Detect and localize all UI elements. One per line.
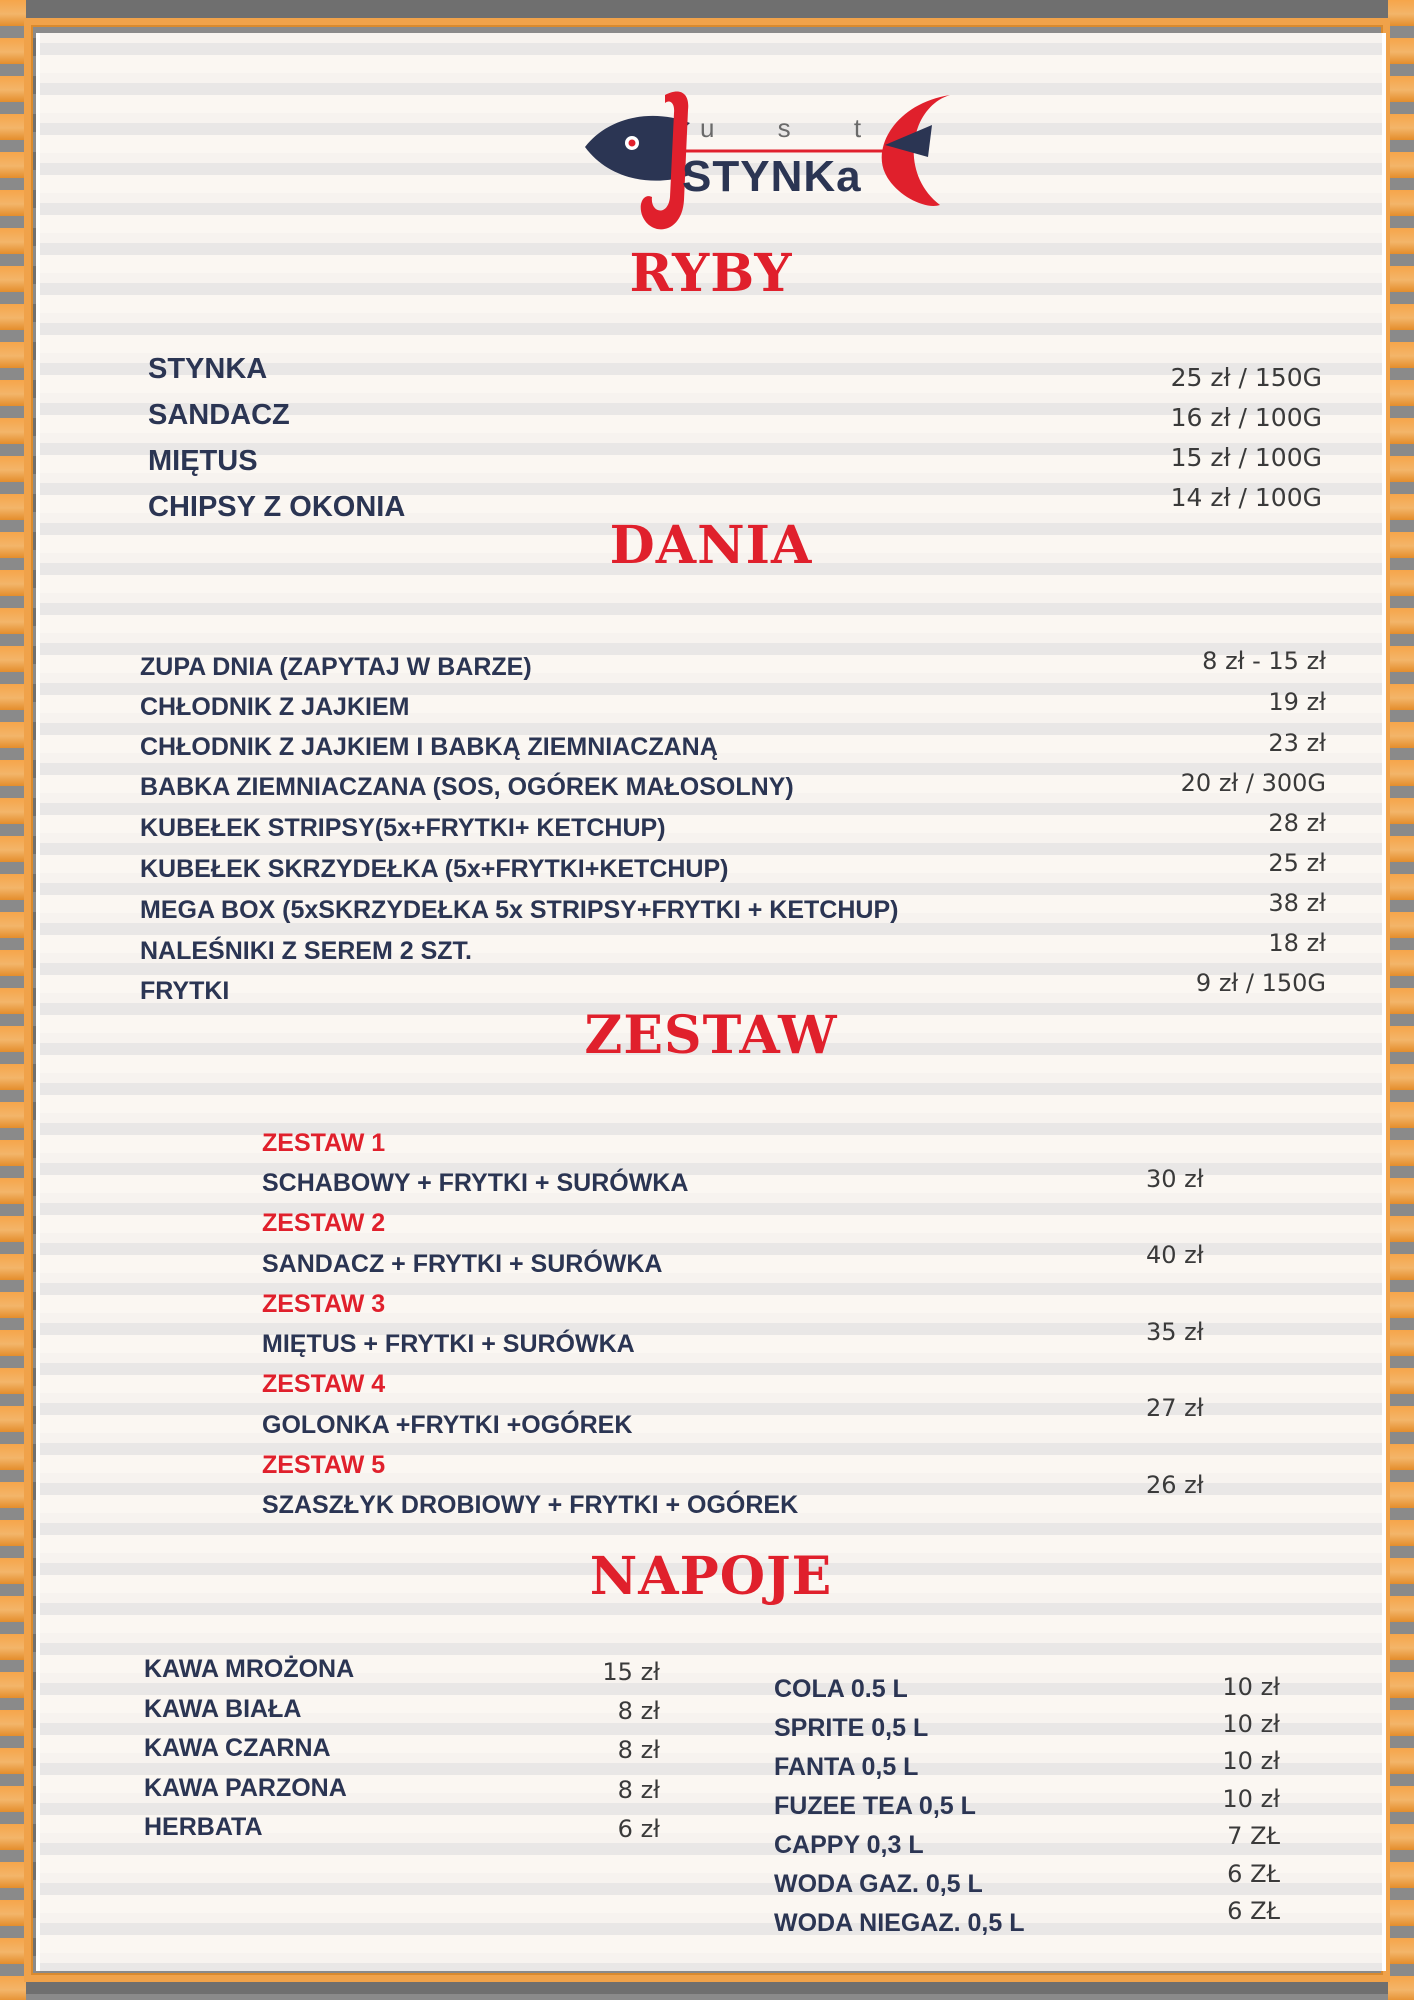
logo-top-letters: u s t (700, 113, 890, 143)
napoje-price: 15 zł (602, 1658, 660, 1686)
napoje-item: WODA NIEGAZ. 0,5 L (774, 1909, 1025, 1937)
dania-price: 8 zł - 15 zł (1202, 647, 1326, 675)
ryby-item: SANDACZ (148, 399, 290, 431)
section-title-ryby: RYBY (629, 243, 793, 304)
section-title-napoje: NAPOJE (589, 1546, 833, 1607)
napoje-price: 6 ZŁ (1227, 1860, 1280, 1888)
dania-price: 9 zł / 150G (1195, 969, 1326, 997)
left-decorative-border (0, 0, 26, 2000)
napoje-price: 10 zł (1222, 1673, 1280, 1701)
ryby-item: STYNKA (148, 353, 268, 385)
dania-price: 20 zł / 300G (1180, 769, 1326, 797)
ryby-price: 15 zł / 100G (1170, 443, 1322, 472)
napoje-item: SPRITE 0,5 L (774, 1714, 929, 1742)
zestaw-label: ZESTAW 4 (262, 1370, 386, 1398)
section-title-dania: DANIA (609, 515, 813, 576)
napoje-price: 8 zł (617, 1736, 660, 1764)
logo-word: STYNKa (682, 152, 862, 201)
dania-item: CHŁODNIK Z JAJKIEM I BABKĄ ZIEMNIACZANĄ (140, 733, 718, 761)
dania-item: KUBEŁEK SKRZYDEŁKA (5x+FRYTKI+KETCHUP) (140, 855, 729, 883)
dania-price: 28 zł (1268, 809, 1326, 837)
dania-item: BABKA ZIEMNIACZANA (SOS, OGÓREK MAŁOSOLNY) (140, 773, 794, 801)
zestaw-price: 30 zł (1146, 1165, 1204, 1193)
ryby-price: 16 zł / 100G (1170, 403, 1322, 432)
napoje-item: KAWA CZARNA (144, 1734, 331, 1762)
menu-page (36, 33, 1386, 1971)
right-decorative-border (1388, 0, 1414, 2000)
dania-price: 19 zł (1268, 688, 1326, 716)
zestaw-label: ZESTAW 1 (262, 1129, 386, 1157)
zestaw-price: 26 zł (1146, 1471, 1204, 1499)
section-title-zestaw: ZESTAW (584, 1005, 838, 1066)
ryby-price: 25 zł / 150G (1170, 363, 1322, 392)
zestaw-label: ZESTAW 2 (262, 1209, 386, 1237)
zestaw-label: ZESTAW 3 (262, 1290, 386, 1318)
ryby-item: CHIPSY Z OKONIA (148, 491, 406, 523)
zestaw-price: 35 zł (1146, 1318, 1204, 1346)
napoje-price: 10 zł (1222, 1710, 1280, 1738)
zestaw-desc: SANDACZ + FRYTKI + SURÓWKA (262, 1250, 663, 1278)
dania-item: FRYTKI (140, 977, 230, 1005)
zestaw-desc: GOLONKA +FRYTKI +OGÓREK (262, 1411, 633, 1439)
zestaw-price: 40 zł (1146, 1241, 1204, 1269)
dania-item: MEGA BOX (5xSKRZYDEŁKA 5x STRIPSY+FRYTKI + KETCHUP) (140, 896, 899, 924)
dania-price: 25 zł (1268, 849, 1326, 877)
zestaw-label: ZESTAW 5 (262, 1451, 386, 1479)
napoje-item: HERBATA (144, 1813, 263, 1841)
dania-item: NALEŚNIKI Z SEREM 2 SZT. (140, 937, 472, 965)
napoje-item: FUZEE TEA 0,5 L (774, 1792, 976, 1820)
fish-logo-icon (580, 85, 980, 245)
napoje-item: KAWA BIAŁA (144, 1695, 302, 1723)
napoje-item: WODA GAZ. 0,5 L (774, 1870, 983, 1898)
napoje-price: 7 ZŁ (1227, 1822, 1280, 1850)
ryby-item: MIĘTUS (148, 445, 258, 477)
dania-item: KUBEŁEK STRIPSY(5x+FRYTKI+ KETCHUP) (140, 814, 666, 842)
napoje-item: KAWA PARZONA (144, 1774, 347, 1802)
napoje-price: 8 zł (617, 1697, 660, 1725)
zestaw-desc: SCHABOWY + FRYTKI + SURÓWKA (262, 1169, 689, 1197)
zestaw-desc: MIĘTUS + FRYTKI + SURÓWKA (262, 1330, 635, 1358)
dania-item: CHŁODNIK Z JAJKIEM (140, 693, 410, 721)
dania-price: 38 zł (1268, 889, 1326, 917)
napoje-price: 8 zł (617, 1776, 660, 1804)
napoje-price: 10 zł (1222, 1747, 1280, 1775)
zestaw-desc: SZASZŁYK DROBIOWY + FRYTKI + OGÓREK (262, 1491, 799, 1519)
dania-price: 18 zł (1268, 929, 1326, 957)
napoje-item: COLA 0.5 L (774, 1675, 908, 1703)
zestaw-price: 27 zł (1146, 1394, 1204, 1422)
just-stynka-logo (580, 85, 980, 245)
napoje-price: 10 zł (1222, 1785, 1280, 1813)
dania-price: 23 zł (1268, 729, 1326, 757)
napoje-price: 6 zł (617, 1815, 660, 1843)
dania-item: ZUPA DNIA (ZAPYTAJ W BARZE) (140, 653, 532, 681)
napoje-price: 6 ZŁ (1227, 1897, 1280, 1925)
ryby-price: 14 zł / 100G (1170, 483, 1322, 512)
napoje-item: FANTA 0,5 L (774, 1753, 919, 1781)
napoje-item: CAPPY 0,3 L (774, 1831, 924, 1859)
napoje-item: KAWA MROŻONA (144, 1655, 355, 1683)
